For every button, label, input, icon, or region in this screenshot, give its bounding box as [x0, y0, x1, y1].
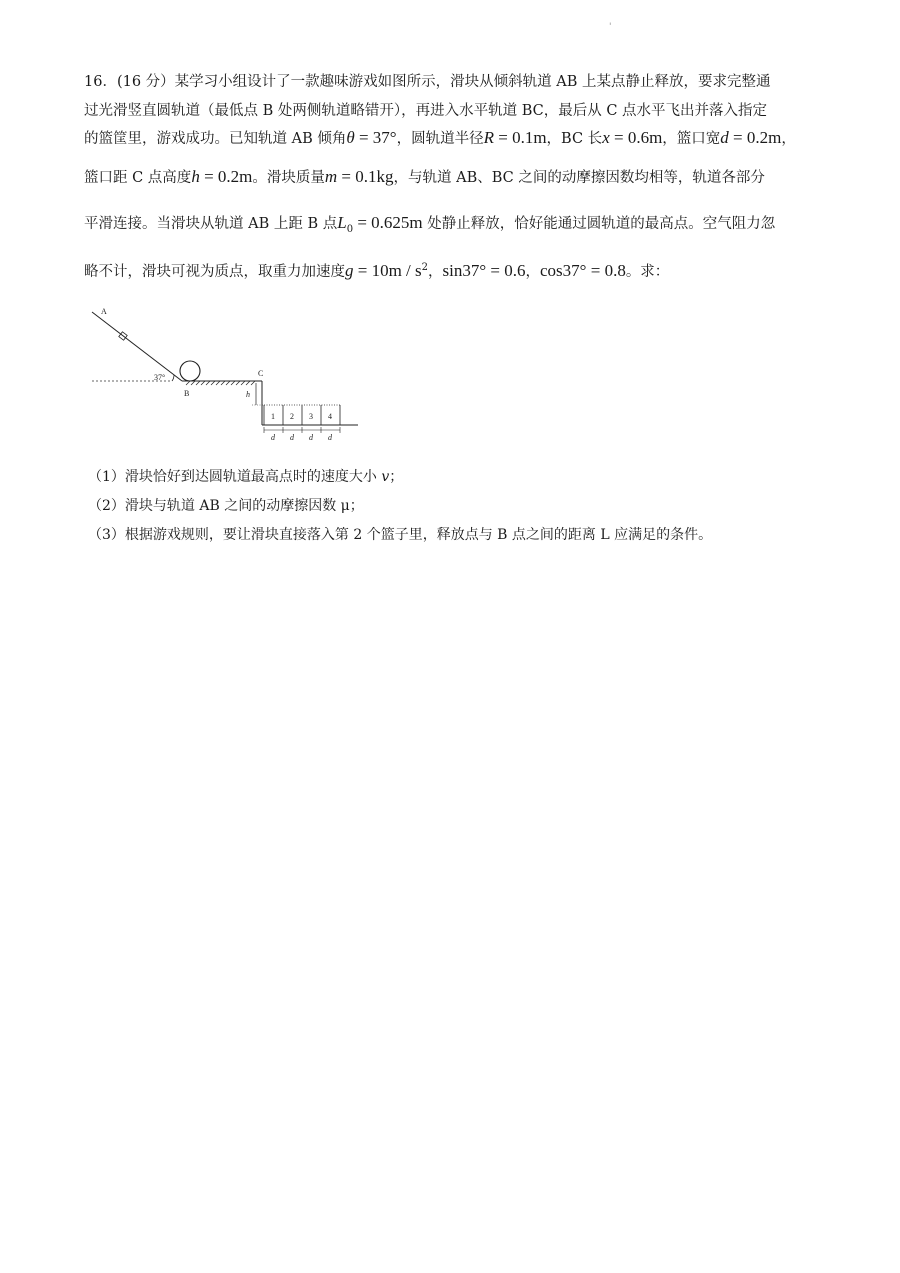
label-angle: 37° [154, 373, 166, 382]
label-d-3: d [309, 433, 313, 442]
incline-ab [92, 312, 182, 381]
problem-line-3: 的篮筐里，游戏成功。已知轨道 AB 倾角θ = 37°，圆轨道半径R = 0.1m，BC 长x = 0.6m，篮口宽d = 0.2m， [84, 128, 796, 147]
problem-line-1: 16．(16 分）某学习小组设计了一款趣味游戏如图所示，滑块从倾斜轨道 AB 上某点静止释放，要求完整通 [84, 74, 771, 90]
problem-line-6: 略不计，滑块可视为质点，取重力加速度$g = 10m / s^2$，sin37° = 0.6，cos37° = 0.8。求： [84, 261, 670, 280]
angle-arc [172, 375, 174, 381]
label-h: h [246, 390, 250, 399]
question-3: （3）根据游戏规则，要让滑块直接落入第 2 个篮子里，释放点与 B 点之间的距离 L 应满足的条件。 [88, 527, 713, 543]
problem-line-5: 平滑连接。当滑块从轨道 AB 上距 B 点$L_0 = 0.625m$ 处静止释放，恰好能通过圆轨道的最高点。空气阻力忽 [84, 213, 776, 235]
track-hatching [186, 381, 255, 385]
problem-line-2: 过光滑竖直圆轨道（最低点 B 处两侧轨道略错开），再进入水平轨道 BC，最后从 C 点水平飞出并落入指定 [84, 103, 768, 119]
question-2: （2）滑块与轨道 AB 之间的动摩擦因数 μ； [88, 498, 364, 514]
label-b: B [184, 389, 190, 398]
basket-1: 1 [271, 412, 275, 421]
question-1: （1）滑块恰好到达圆轨道最高点时的速度大小 v； [88, 469, 404, 485]
problem-line-4: 篮口距 C 点高度h = 0.2m。滑块质量m = 0.1kg，与轨道 AB、BC 之间的动摩擦因数均相等，轨道各部分 [84, 167, 765, 186]
label-d-2: d [290, 433, 294, 442]
header-mark: ' [609, 22, 612, 32]
basket-2: 2 [290, 412, 294, 421]
circular-loop [180, 361, 200, 381]
label-d-4: d [328, 433, 332, 442]
label-a: A [101, 307, 107, 316]
basket-3: 3 [309, 412, 313, 421]
label-c: C [258, 369, 264, 378]
track-diagram [86, 302, 366, 452]
label-d-1: d [271, 433, 275, 442]
basket-4: 4 [328, 412, 332, 421]
